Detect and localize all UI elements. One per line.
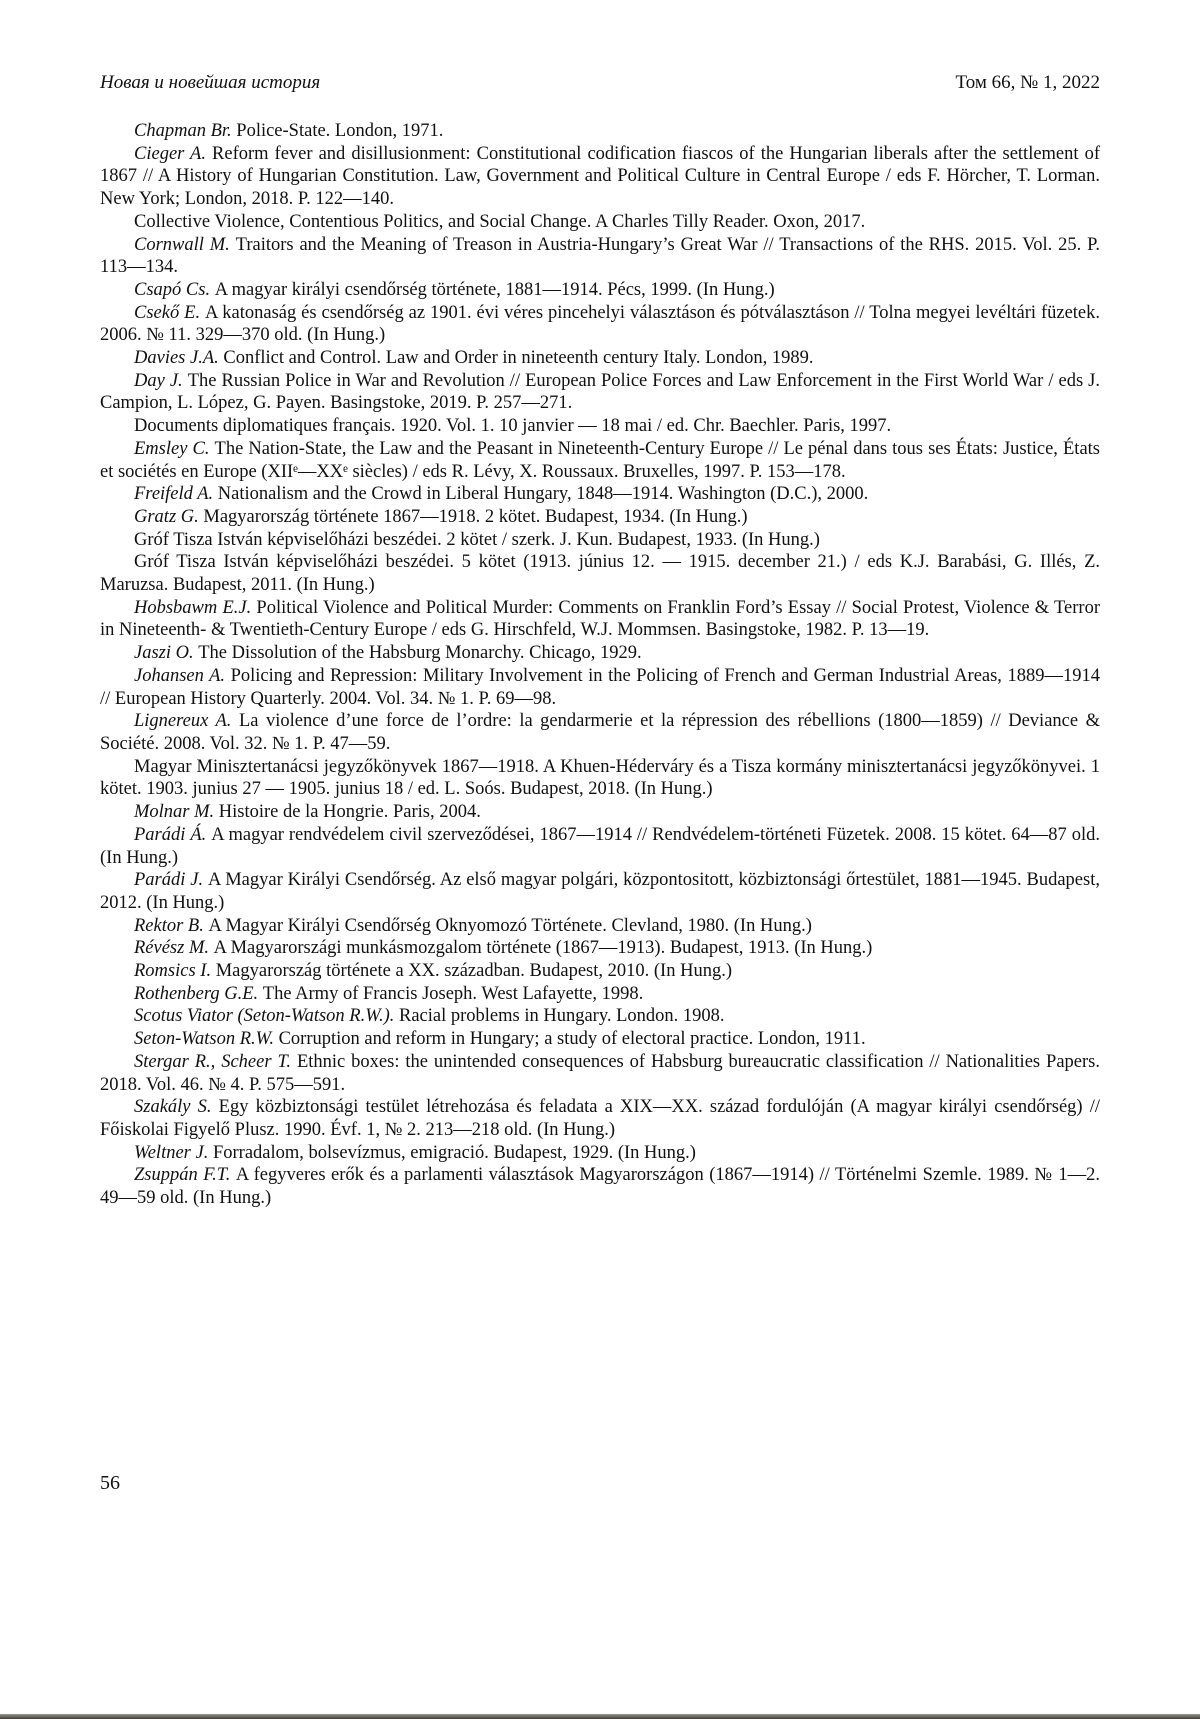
reference-author: Weltner J. [134, 1142, 213, 1163]
reference-entry [100, 506, 1100, 529]
reference-author: Jaszi O. [134, 643, 199, 664]
reference-entry [100, 642, 1100, 665]
reference-text: La violence d’une force de l’ordre: la gendarmerie et la répression des rébellions (1800—1859) // Deviance & Société. 2008. Vol. 32. № 1. P. 47—59. [100, 711, 1100, 754]
reference-entry [100, 801, 1100, 824]
reference-entry [100, 1142, 1100, 1165]
reference-text: Political Violence and Political Murder: Comments on Franklin Ford’s Essay // Social Protest, Violence & Terror in Nineteenth- & Twentieth-Century Europe / eds G. Hirschfeld, W.J. Mommsen. Basingstoke, 1982. P. 13—19. [100, 597, 1100, 641]
reference-author: Johansen A. [134, 665, 231, 686]
reference-entry [100, 756, 1100, 801]
reference-author: Parádi Á. [134, 824, 212, 845]
reference-entry [100, 1164, 1100, 1209]
reference-text: The Russian Police in War and Revolution // European Police Forces and Law Enforcement in the First World War / eds J. Campion, L. López, G. Payen. Basingstoke, 2019. P. 257—271. [100, 370, 1100, 414]
page-edge-shadow [0, 1714, 1200, 1719]
reference-text: Documents diplomatiques français. 1920. Vol. 1. 10 janvier — 18 mai / ed. Chr. Baechler. Paris, 1997. [134, 416, 892, 437]
reference-entry [100, 824, 1100, 869]
reference-text: A magyar királyi csendőrség története, 1881—1914. Pécs, 1999. (In Hung.) [214, 279, 775, 300]
reference-text: Policing and Repression: Military Involvement in the Policing of French and German Industrial Areas, 1889—1914 // European History Quarterly. 2004. Vol. 34. № 1. P. 69—98. [100, 665, 1100, 709]
reference-author: Freifeld A. [134, 484, 218, 505]
reference-text: Gróf Tisza István képviselőházi beszédei. 2 kötet / szerk. J. Kun. Budapest, 1933. (In Hung.) [134, 529, 820, 550]
reference-author: Szakály S. [134, 1097, 219, 1118]
reference-entry [100, 234, 1100, 279]
reference-text: Egy közbiztonsági testület létrehozása és feladata a XIX—XX. század fordulóján (A magyar királyi csendőrség) // Főiskolai Figyelő Plusz. 1990. Évf. 1, № 2. 213—218 old. (In Hung.) [100, 1097, 1100, 1140]
reference-author: Lignereux A. [134, 711, 239, 732]
reference-text: A Magyar Királyi Csendőrség. Az első magyar polgári, központositott, közbiztonsági őrtestület, 1881—1945. Budapest, 2012. (In Hung.) [100, 870, 1100, 913]
reference-text: Conflict and Control. Law and Order in nineteenth century Italy. London, 1989. [223, 348, 814, 369]
reference-entry [100, 143, 1100, 211]
reference-text: A Magyarországi munkásmozgalom története (1867—1913). Budapest, 1913. (In Hung.) [213, 938, 873, 959]
reference-text: Forradalom, bolsevízmus, emigració. Budapest, 1929. (In Hung.) [212, 1142, 696, 1163]
reference-author: Csapó Cs. [134, 279, 215, 300]
reference-entry [100, 438, 1100, 483]
reference-text: The Dissolution of the Habsburg Monarchy. Chicago, 1929. [198, 643, 642, 664]
reference-entry [100, 597, 1100, 642]
reference-entry [100, 415, 1100, 438]
reference-entry [100, 302, 1100, 347]
page-number: 56 [100, 1472, 120, 1494]
issue-info: Том 66, № 1, 2022 [955, 72, 1100, 93]
reference-author: Stergar R., Scheer T. [134, 1051, 297, 1072]
reference-text: Traitors and the Meaning of Treason in Austria-Hungary’s Great War // Transactions of the RHS. 2015. Vol. 25. P. 113—134. [100, 234, 1100, 278]
reference-author: Csekő E. [134, 302, 205, 323]
reference-text: Collective Violence, Contentious Politics, and Social Change. A Charles Tilly Reader. Oxon, 2017. [134, 211, 866, 232]
reference-author: Gratz G. [134, 506, 204, 527]
reference-entry [100, 1005, 1100, 1028]
reference-text: A fegyveres erők és a parlamenti választások Magyarországon (1867—1914) // Történelmi Szemle. 1989. № 1—2. 49—59 old. (In Hung.) [100, 1165, 1100, 1209]
reference-author: Hobsbawm E.J. [134, 597, 257, 618]
reference-entry [100, 370, 1100, 415]
reference-entry [100, 211, 1100, 234]
reference-text: A magyar rendvédelem civil szerveződései, 1867—1914 // Rendvédelem-történeti Füzetek. 2008. 15 kötet. 64—87 old. (In Hung.) [100, 824, 1100, 868]
reference-text: Magyar Minisztertanácsi jegyzőkönyvek 1867—1918. A Khuen-Héderváry és a Tisza kormány minisztertanácsi jegyzőkönyvei. 1 kötet. 1903. junius 27 — 1905. junius 18 / ed. L. Soós. Budapest, 2018. (In Hung.) [100, 756, 1100, 800]
reference-entry [100, 1051, 1100, 1096]
running-head [100, 72, 1100, 94]
reference-text: The Nation-State, the Law and the Peasant in Nineteenth-Century Europe // Le pénal dans tous ses États: Justice, États et sociétés en Europe (XIIᵉ—XXᵉ siècles) / eds R. Lévy, X. Roussaux. Bruxelles, 1997. P. 153—178. [100, 438, 1100, 482]
reference-list [100, 120, 1100, 1210]
reference-author: Romsics I. [134, 961, 216, 982]
reference-author: Zsuppán F.T. [134, 1165, 236, 1186]
reference-author: Seton-Watson R.W. [134, 1029, 279, 1050]
reference-author: Rothenberg G.E. [134, 983, 263, 1004]
reference-text: A Magyar Királyi Csendőrség Oknyomozó Története. Clevland, 1980. (In Hung.) [208, 915, 812, 936]
reference-entry [100, 529, 1100, 552]
reference-author: Day J. [134, 370, 188, 391]
reference-entry [100, 983, 1100, 1006]
reference-entry [100, 960, 1100, 983]
reference-author: Emsley C. [134, 438, 215, 459]
reference-text: Histoire de la Hongrie. Paris, 2004. [218, 802, 481, 823]
reference-text: Nationalism and the Crowd in Liberal Hungary, 1848—1914. Washington (D.C.), 2000. [217, 484, 869, 505]
reference-text: Police-State. London, 1971. [236, 121, 444, 141]
reference-text: Reform fever and disillusionment: Constitutional codification fiascos of the Hungarian liberals after the settlement of 1867 // A History of Hungarian Constitution. Law, Government and Political Culture in Central Europe / eds F. Hörcher, T. Lorman. New York; London, 2018. P. 122—140. [100, 143, 1100, 210]
reference-entry [100, 869, 1100, 914]
reference-text: Corruption and reform in Hungary; a study of electoral practice. London, 1911. [278, 1029, 866, 1050]
reference-author: Chapman Br. [134, 121, 237, 141]
reference-entry [100, 710, 1100, 755]
reference-author: Parádi J. [134, 870, 208, 891]
reference-text: Ethnic boxes: the unintended consequences of Habsburg bureaucratic classification // Nationalities Papers. 2018. Vol. 46. № 4. P. 575—591. [100, 1051, 1100, 1095]
reference-author: Cornwall M. [134, 234, 236, 255]
reference-text: Racial problems in Hungary. London. 1908. [398, 1006, 725, 1027]
reference-entry [100, 120, 1100, 143]
reference-author: Scotus Viator (Seton-Watson R.W.). [134, 1006, 399, 1027]
reference-entry [100, 551, 1100, 596]
reference-entry [100, 915, 1100, 938]
reference-entry [100, 279, 1100, 302]
reference-text: A katonaság és csendőrség az 1901. évi véres pincehelyi választáson és pótválasztáson // Tolna megyei levéltári füzetek. 2006. № 11. 329—370 old. (In Hung.) [100, 302, 1101, 346]
reference-author: Davies J.A. [134, 348, 224, 369]
reference-entry [100, 1028, 1100, 1051]
reference-author: Révész M. [134, 938, 214, 959]
reference-author: Rektor B. [134, 915, 209, 936]
reference-entry [100, 1096, 1100, 1141]
reference-entry [100, 347, 1100, 370]
reference-entry [100, 665, 1100, 710]
reference-text: The Army of Francis Joseph. West Lafayette, 1998. [262, 983, 644, 1004]
reference-author: Molnar M. [134, 802, 219, 823]
reference-entry [100, 483, 1100, 506]
journal-title: Новая и новейшая история [100, 72, 321, 93]
reference-text: Magyarország története 1867—1918. 2 kötet. Budapest, 1934. (In Hung.) [203, 506, 748, 527]
reference-text: Gróf Tisza István képviselőházi beszédei. 5 kötet (1913. június 12. — 1915. december 21.) / eds K.J. Barabási, G. Illés, Z. Maruzsa. Budapest, 2011. (In Hung.) [100, 552, 1100, 596]
reference-text: Magyarország története a XX. században. Budapest, 2010. (In Hung.) [215, 961, 732, 982]
reference-author: Cieger A. [134, 143, 213, 164]
reference-entry [100, 937, 1100, 960]
